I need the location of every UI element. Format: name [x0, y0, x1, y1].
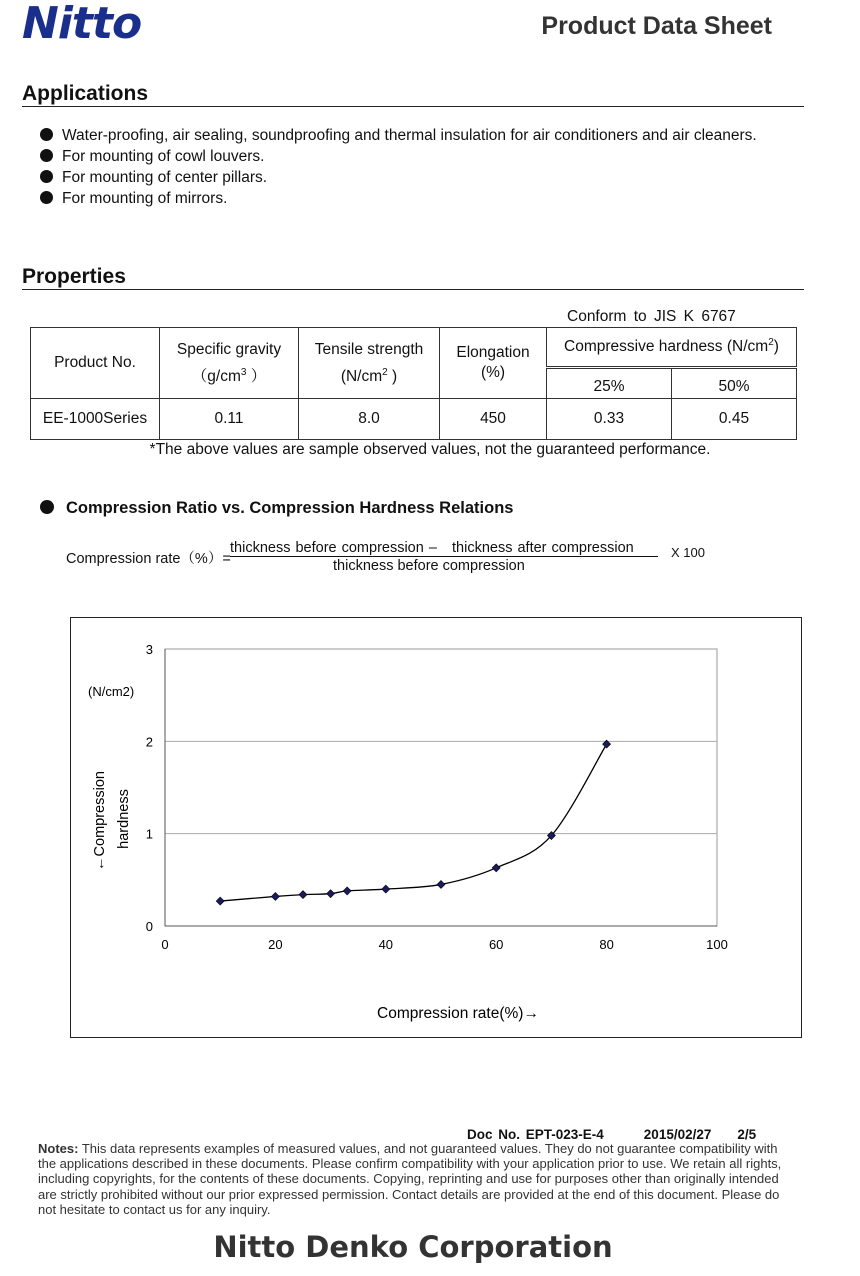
list-item: [40, 188, 757, 209]
notes-text: This data represents examples of measured values, and not guaranteed values. They do not guarantee compatibility with the applications described in these documents. Please confirm compatibility with your application prior to use. We retain all rights, including copyrights, for the contents of these documents. Copying, reprinting and use for purposes other than originally intended are strictly prohibited without our prior expressed permission. Contact details are provided at the end of this document. Please do not hesitate to contact us for any inquiry.: [38, 1141, 782, 1217]
header-elongation: Elongation (%): [440, 328, 547, 399]
header-hardness-50: 50%: [672, 368, 797, 399]
sheet-title: Product Data Sheet: [541, 12, 772, 40]
list-item: [40, 146, 757, 167]
application-text: For mounting of mirrors.: [62, 190, 228, 207]
header-hardness-25: 25%: [547, 368, 672, 399]
cell-specific-gravity: 0.11: [160, 399, 299, 440]
formula-multiplier: X 100: [671, 545, 705, 560]
properties-heading: Properties: [22, 265, 126, 288]
y-axis-label-line2: hardness: [116, 789, 132, 849]
cell-hardness-25: 0.33: [547, 399, 672, 440]
chart-heading: Compression Ratio vs. Compression Hardness Relations: [40, 499, 513, 518]
x-tick-label: 0: [161, 937, 169, 952]
data-point: [382, 885, 390, 893]
x-tick-label: 60: [488, 937, 504, 952]
applications-rule: [22, 106, 804, 107]
y-tick-label: 3: [145, 642, 153, 657]
cell-product-no: EE-1000Series: [31, 399, 160, 440]
data-point: [327, 890, 335, 898]
doc-number: Doc No. EPT-023-E-4: [467, 1127, 604, 1142]
data-point: [437, 880, 445, 888]
y-tick-label: 0: [145, 919, 153, 934]
x-tick-label: 80: [599, 937, 614, 952]
data-point: [492, 864, 500, 872]
data-point: [343, 887, 351, 895]
header-product-no: Product No.: [31, 328, 160, 399]
formula-lhs: Compression rate（%）=: [66, 551, 231, 567]
cell-hardness-50: 0.45: [672, 399, 797, 440]
y-axis-label-line1: ←Compression: [92, 771, 108, 871]
cell-elongation: 450: [440, 399, 547, 440]
applications-heading: Applications: [22, 82, 149, 105]
header-tensile-strength: Tensile strength ($N/cm^2$ ): [299, 328, 440, 399]
bullet-icon: [40, 149, 53, 162]
x-tick-label: 100: [706, 937, 728, 952]
page-number: 2/5: [737, 1127, 757, 1142]
table-note: *The above values are sample observed values, not the guaranteed performance.: [149, 441, 711, 458]
x-tick-label: 40: [378, 937, 394, 952]
nitto-logo: Nitto: [22, 0, 142, 49]
y-unit-label: (N/cm2): [88, 684, 135, 699]
bullet-icon: [40, 170, 53, 183]
hardness-chart: [71, 618, 801, 1037]
doc-date: 2015/02/27: [643, 1127, 712, 1142]
cell-tensile-strength: 8.0: [299, 399, 440, 440]
table-row: [31, 399, 797, 440]
x-tick-label: 20: [268, 937, 283, 952]
application-text: For mounting of cowl louvers.: [62, 148, 265, 165]
list-item: [40, 167, 757, 188]
properties-table: [30, 327, 797, 440]
company-name: Nitto Denko Corporation: [213, 1230, 613, 1264]
x-axis-label: Compression rate(%)→: [377, 1005, 539, 1022]
formula-numerator: thickness before compression – thickness after compression: [230, 540, 658, 557]
series-line: [220, 744, 606, 901]
header-specific-gravity: Specific gravity （$g/cm^3$ ）: [160, 328, 299, 399]
bullet-icon: [40, 128, 53, 141]
bullet-icon: [40, 191, 53, 204]
formula-denominator: thickness before compression: [333, 558, 525, 574]
data-point: [216, 897, 224, 905]
conform-standard: Conform to JIS K 6767: [567, 308, 736, 325]
y-tick-label: 1: [145, 826, 153, 842]
data-point: [271, 892, 279, 900]
notes-label: Notes:: [38, 1141, 79, 1156]
header-compressive-hardness: Compressive hardness $(N/cm^2)$: [547, 328, 797, 368]
bullet-icon: [40, 500, 54, 514]
applications-list: [40, 125, 757, 209]
properties-rule: [22, 289, 804, 290]
list-item: [40, 125, 757, 146]
chart-frame: [70, 617, 802, 1038]
legal-notes: [38, 1141, 798, 1217]
data-point: [299, 891, 307, 899]
application-text: For mounting of center pillars.: [62, 169, 268, 186]
y-tick-label: 2: [145, 734, 153, 750]
doc-info: [467, 1127, 756, 1142]
application-text: Water-proofing, air sealing, soundproofing and thermal insulation for air conditioners and air cleaners.: [62, 127, 757, 144]
